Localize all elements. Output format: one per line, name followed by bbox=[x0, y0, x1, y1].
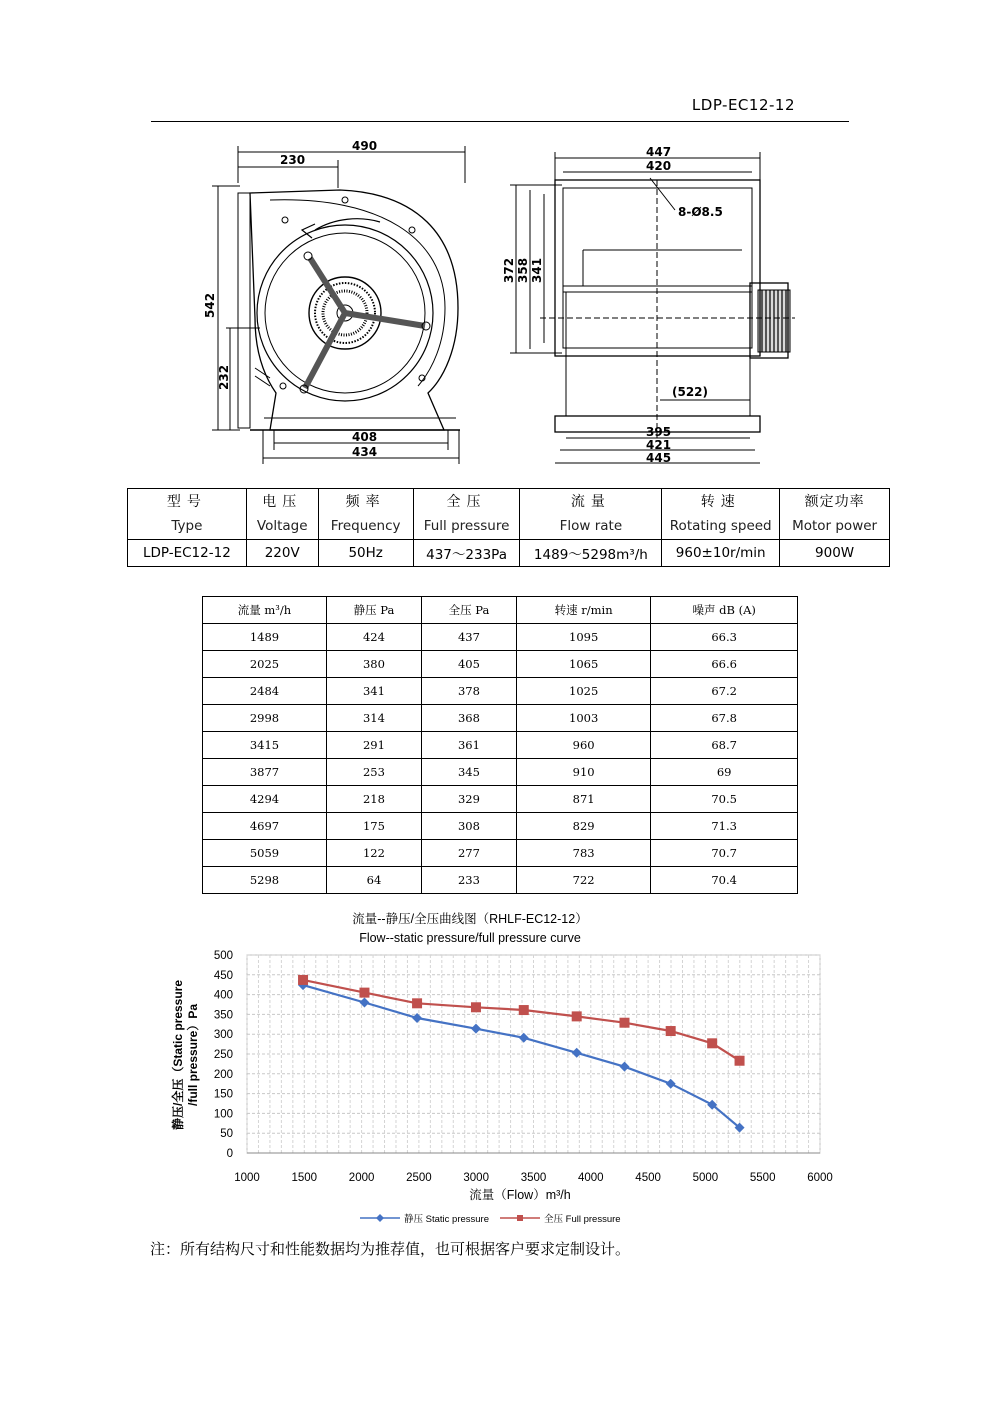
perf-cell: 910 bbox=[516, 759, 650, 786]
x-tick-label: 2000 bbox=[348, 1172, 375, 1184]
y-axis-label-line2: /full pressure）Pa bbox=[186, 1003, 200, 1107]
perf-row bbox=[203, 867, 798, 894]
y-tick-label: 300 bbox=[213, 1029, 233, 1042]
perf-cell: 2484 bbox=[203, 678, 327, 705]
perf-cell: 3877 bbox=[203, 759, 327, 786]
data-point-full-pressure bbox=[619, 1018, 629, 1028]
dim-421: 421 bbox=[646, 438, 672, 452]
y-tick-label: 450 bbox=[213, 969, 233, 982]
perf-row bbox=[203, 651, 798, 678]
data-point-full-pressure bbox=[471, 1002, 481, 1012]
dim-522: (522) bbox=[672, 385, 709, 399]
perf-cell: 2025 bbox=[203, 651, 327, 678]
flow-pressure-chart bbox=[160, 905, 850, 1230]
perf-cell: 314 bbox=[326, 705, 421, 732]
perf-cell: 1003 bbox=[516, 705, 650, 732]
spec-value-row bbox=[128, 540, 890, 567]
dim-447: 447 bbox=[646, 145, 672, 159]
x-tick-label: 3500 bbox=[520, 1172, 547, 1184]
perf-cell: 783 bbox=[516, 840, 650, 867]
document-code: LDP-EC12-12 bbox=[691, 96, 795, 114]
perf-cell: 308 bbox=[421, 813, 516, 840]
dim-445: 445 bbox=[646, 451, 672, 465]
spec-value-cell: 900W bbox=[780, 540, 890, 567]
perf-row bbox=[203, 786, 798, 813]
chart-title: 流量--静压/全压曲线图（RHLF-EC12-12） bbox=[352, 912, 588, 926]
footer-note: 注：所有结构尺寸和性能数据均为推荐值，也可根据客户要求定制设计。 bbox=[150, 1240, 631, 1258]
perf-cell: 218 bbox=[326, 786, 421, 813]
data-point-full-pressure bbox=[666, 1026, 676, 1036]
perf-header-cell: 噪声 dB (A) bbox=[651, 597, 798, 624]
y-tick-label: 100 bbox=[213, 1108, 233, 1121]
legend-label: 静压 Static pressure bbox=[404, 1214, 489, 1225]
spec-value-cell: 1489～5298m³/h bbox=[520, 540, 662, 567]
perf-row bbox=[203, 705, 798, 732]
spec-header-cell: 全压 Full pressure bbox=[413, 489, 520, 540]
x-tick-label: 1000 bbox=[234, 1172, 260, 1184]
perf-row bbox=[203, 678, 798, 705]
x-tick-label: 3000 bbox=[463, 1172, 489, 1184]
perf-row bbox=[203, 732, 798, 759]
data-point-full-pressure bbox=[359, 988, 369, 998]
perf-cell: 253 bbox=[326, 759, 421, 786]
perf-cell: 368 bbox=[421, 705, 516, 732]
x-tick-label: 1500 bbox=[291, 1172, 318, 1184]
perf-cell: 3415 bbox=[203, 732, 327, 759]
perf-cell: 64 bbox=[326, 867, 421, 894]
data-point-full-pressure bbox=[298, 975, 308, 985]
dim-395: 395 bbox=[646, 425, 672, 439]
perf-cell: 871 bbox=[516, 786, 650, 813]
header-rule bbox=[151, 121, 849, 122]
perf-cell: 722 bbox=[516, 867, 650, 894]
dim-232: 232 bbox=[217, 364, 231, 390]
perf-cell: 960 bbox=[516, 732, 650, 759]
perf-cell: 380 bbox=[326, 651, 421, 678]
perf-cell: 361 bbox=[421, 732, 516, 759]
spec-header-cell: 转速 Rotating speed bbox=[662, 489, 780, 540]
perf-cell: 341 bbox=[326, 678, 421, 705]
x-tick-label: 4500 bbox=[635, 1172, 661, 1184]
data-point-full-pressure bbox=[412, 998, 422, 1008]
x-tick-label: 4000 bbox=[578, 1172, 604, 1184]
spec-header-cell: 流量 Flow rate bbox=[520, 489, 662, 540]
data-point-full-pressure bbox=[735, 1056, 745, 1066]
dim-358: 358 bbox=[516, 257, 530, 283]
perf-header-cell: 流量 m³/h bbox=[203, 597, 327, 624]
perf-cell: 1065 bbox=[516, 651, 650, 678]
x-tick-label: 6000 bbox=[807, 1172, 833, 1184]
data-point-full-pressure bbox=[572, 1011, 582, 1021]
perf-header-cell: 全压 Pa bbox=[421, 597, 516, 624]
x-tick-label: 2500 bbox=[406, 1172, 432, 1184]
spec-header-row bbox=[128, 489, 890, 540]
perf-cell: 829 bbox=[516, 813, 650, 840]
perf-cell: 122 bbox=[326, 840, 421, 867]
y-tick-label: 500 bbox=[213, 950, 233, 962]
perf-cell: 378 bbox=[421, 678, 516, 705]
performance-table bbox=[202, 596, 798, 894]
dim-434: 434 bbox=[352, 445, 378, 459]
perf-cell: 4697 bbox=[203, 813, 327, 840]
legend-marker bbox=[376, 1214, 384, 1222]
spec-header-cell: 频率 Frequency bbox=[318, 489, 413, 540]
spec-value-cell: 220V bbox=[246, 540, 318, 567]
perf-cell: 66.6 bbox=[651, 651, 798, 678]
spec-value-cell: 437～233Pa bbox=[413, 540, 520, 567]
dim-490: 490 bbox=[352, 139, 378, 153]
perf-cell: 1489 bbox=[203, 624, 327, 651]
y-tick-label: 250 bbox=[213, 1049, 233, 1061]
perf-cell: 70.7 bbox=[651, 840, 798, 867]
perf-cell: 71.3 bbox=[651, 813, 798, 840]
y-tick-label: 50 bbox=[220, 1128, 233, 1141]
perf-row bbox=[203, 759, 798, 786]
perf-cell: 1025 bbox=[516, 678, 650, 705]
dim-420: 420 bbox=[646, 159, 672, 173]
perf-cell: 345 bbox=[421, 759, 516, 786]
spec-header-cell: 电压 Voltage bbox=[246, 489, 318, 540]
spec-value-cell: LDP-EC12-12 bbox=[128, 540, 247, 567]
x-axis-label: 流量（Flow）m³/h bbox=[469, 1188, 571, 1202]
chart-legend bbox=[360, 1213, 621, 1225]
perf-cell: 67.8 bbox=[651, 705, 798, 732]
perf-cell: 5059 bbox=[203, 840, 327, 867]
y-tick-label: 0 bbox=[226, 1148, 233, 1160]
dim-372: 372 bbox=[502, 257, 516, 283]
perf-cell: 69 bbox=[651, 759, 798, 786]
perf-row bbox=[203, 813, 798, 840]
perf-header-cell: 静压 Pa bbox=[326, 597, 421, 624]
spec-value-cell: 960±10r/min bbox=[662, 540, 780, 567]
dim-408: 408 bbox=[352, 430, 378, 444]
perf-cell: 70.5 bbox=[651, 786, 798, 813]
y-tick-label: 350 bbox=[213, 1009, 233, 1022]
fan-side-view-drawing bbox=[500, 138, 820, 468]
perf-cell: 68.7 bbox=[651, 732, 798, 759]
perf-cell: 291 bbox=[326, 732, 421, 759]
chart-subtitle: Flow--static pressure/full pressure curve bbox=[359, 931, 581, 945]
data-point-full-pressure bbox=[707, 1038, 717, 1048]
perf-cell: 67.2 bbox=[651, 678, 798, 705]
perf-cell: 175 bbox=[326, 813, 421, 840]
y-tick-label: 200 bbox=[213, 1068, 233, 1081]
perf-cell: 2998 bbox=[203, 705, 327, 732]
spec-value-cell: 50Hz bbox=[318, 540, 413, 567]
dim-holes: 8-Ø8.5 bbox=[678, 205, 723, 219]
perf-cell: 70.4 bbox=[651, 867, 798, 894]
perf-cell: 405 bbox=[421, 651, 516, 678]
x-tick-label: 5500 bbox=[749, 1172, 776, 1184]
perf-cell: 277 bbox=[421, 840, 516, 867]
perf-cell: 4294 bbox=[203, 786, 327, 813]
y-axis-label-line1: 静压/全压（Static pressure bbox=[171, 979, 185, 1131]
spec-header-cell: 型号 Type bbox=[128, 489, 247, 540]
legend-label: 全压 Full pressure bbox=[544, 1214, 621, 1225]
spec-header-cell: 额定功率 Motor power bbox=[780, 489, 890, 540]
perf-header-row bbox=[203, 597, 798, 624]
perf-cell: 329 bbox=[421, 786, 516, 813]
x-tick-label: 5000 bbox=[692, 1172, 719, 1184]
dim-341: 341 bbox=[530, 257, 544, 283]
perf-cell: 437 bbox=[421, 624, 516, 651]
dim-230: 230 bbox=[280, 153, 306, 167]
y-tick-label: 400 bbox=[213, 989, 233, 1002]
dim-542: 542 bbox=[203, 292, 217, 318]
perf-row bbox=[203, 840, 798, 867]
spec-table bbox=[127, 488, 890, 567]
perf-cell: 5298 bbox=[203, 867, 327, 894]
y-tick-label: 150 bbox=[213, 1088, 233, 1101]
fan-front-view-drawing bbox=[200, 138, 480, 468]
perf-header-cell: 转速 r/min bbox=[516, 597, 650, 624]
data-point-full-pressure bbox=[519, 1005, 529, 1015]
legend-marker bbox=[517, 1215, 523, 1221]
perf-row bbox=[203, 624, 798, 651]
perf-cell: 424 bbox=[326, 624, 421, 651]
perf-cell: 1095 bbox=[516, 624, 650, 651]
perf-cell: 66.3 bbox=[651, 624, 798, 651]
perf-cell: 233 bbox=[421, 867, 516, 894]
